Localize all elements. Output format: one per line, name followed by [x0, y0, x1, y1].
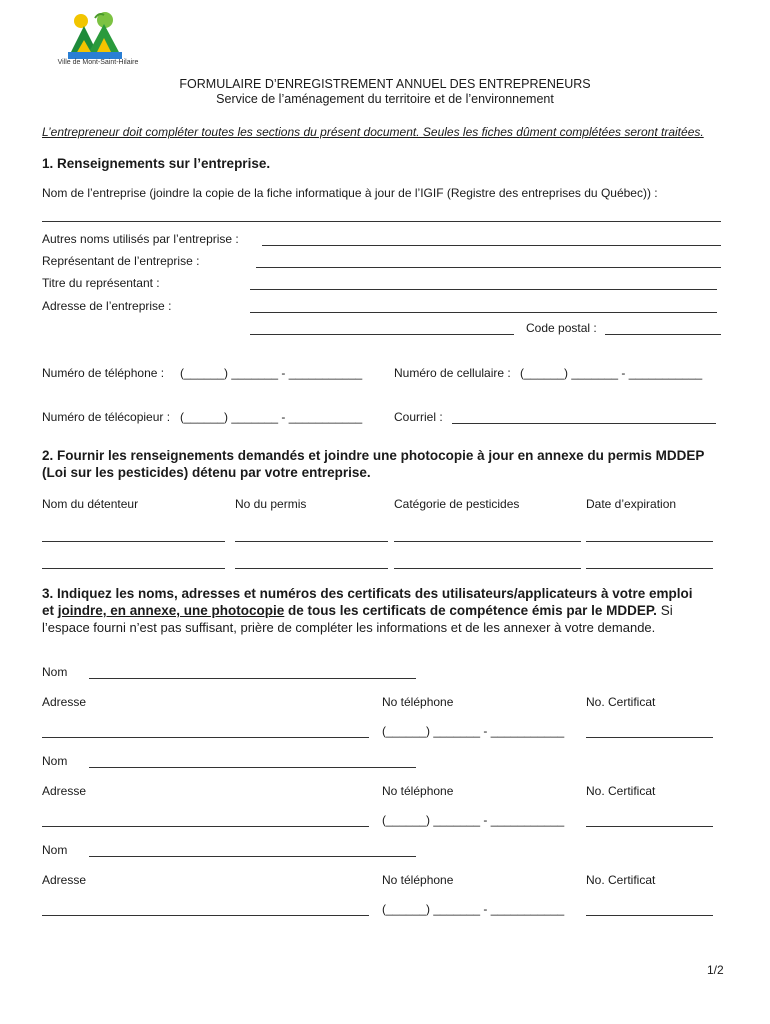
applicator1-cert-label: No. Certificat: [586, 695, 656, 709]
title-label: Titre du représentant :: [42, 276, 160, 290]
applicator1-name-field[interactable]: [89, 678, 416, 679]
permit-row2-number[interactable]: [235, 568, 388, 569]
address-field-line2[interactable]: [250, 334, 514, 335]
applicator2-name-field[interactable]: [89, 767, 416, 768]
applicator3-name-label: Nom: [42, 843, 68, 857]
permit-row1-number[interactable]: [235, 541, 388, 542]
cell-label: Numéro de cellulaire :: [394, 366, 511, 380]
applicator1-cert-field[interactable]: [586, 737, 713, 738]
city-logo-icon: [48, 12, 148, 64]
phone-label: Numéro de téléphone :: [42, 366, 165, 380]
permit-row2-expiration[interactable]: [586, 568, 713, 569]
fax-field[interactable]: (______) _______ - ___________: [180, 410, 363, 424]
applicator1-address-label: Adresse: [42, 695, 87, 709]
applicator3-cert-field[interactable]: [586, 915, 713, 916]
applicator1-address-field[interactable]: [42, 737, 369, 738]
applicator3-address-label: Adresse: [42, 873, 87, 887]
applicator1-phone-field[interactable]: (______) _______ - ___________: [382, 724, 565, 738]
title-field[interactable]: [250, 289, 717, 290]
city-logo: [48, 12, 148, 72]
col-expiration-date: Date d’expiration: [586, 497, 677, 511]
other-names-label: Autres noms utilisés par l’entreprise :: [42, 232, 239, 246]
col-permit-number: No du permis: [235, 497, 307, 511]
col-pesticide-category: Catégorie de pesticides: [394, 497, 520, 511]
applicator1-phone-label: No téléphone: [382, 695, 454, 709]
email-label: Courriel :: [394, 410, 443, 424]
applicator3-phone-field[interactable]: (______) _______ - ___________: [382, 902, 565, 916]
intro-notice: L’entrepreneur doit compléter toutes les sections du présent document. Seules les fiches dûment complétées seront traitées.: [42, 125, 704, 139]
logo-caption: Ville de Mont-Saint-Hilaire: [57, 59, 139, 66]
section2-heading-line1: 2. Fournir les renseignements demandés et joindre une photocopie à jour en annexe du permis MDDEP: [42, 448, 705, 463]
postal-code-field[interactable]: [605, 334, 721, 335]
applicator3-name-field[interactable]: [89, 856, 416, 857]
applicator2-cert-field[interactable]: [586, 826, 713, 827]
company-name-field[interactable]: [42, 221, 721, 222]
address-label: Adresse de l’entreprise :: [42, 299, 172, 313]
permit-row1-holder[interactable]: [42, 541, 225, 542]
permit-row1-category[interactable]: [394, 541, 581, 542]
applicator3-address-field[interactable]: [42, 915, 369, 916]
representative-field[interactable]: [256, 267, 721, 268]
applicator3-phone-label: No téléphone: [382, 873, 454, 887]
representative-label: Représentant de l’entreprise :: [42, 254, 200, 268]
applicator1-name-label: Nom: [42, 665, 68, 679]
section3-heading-line1: 3. Indiquez les noms, adresses et numéros des certificats des utilisateurs/applicateurs à votre emploi: [42, 586, 693, 601]
permit-row2-holder[interactable]: [42, 568, 225, 569]
applicator2-address-field[interactable]: [42, 826, 369, 827]
email-field[interactable]: [452, 423, 716, 424]
phone-field[interactable]: (______) _______ - ___________: [180, 366, 363, 380]
applicator2-cert-label: No. Certificat: [586, 784, 656, 798]
section3-line2-bold: de tous les certificats de compétence émis par le MDDEP.: [284, 603, 657, 618]
cell-field[interactable]: (______) _______ - ___________: [520, 366, 703, 380]
page-number: 1/2: [707, 963, 724, 977]
other-names-field[interactable]: [262, 245, 721, 246]
applicator2-name-label: Nom: [42, 754, 68, 768]
applicator3-cert-label: No. Certificat: [586, 873, 656, 887]
section3-heading-line2: [42, 603, 673, 618]
form-subtitle: Service de l’aménagement du territoire et de l’environnement: [216, 92, 554, 106]
section3-line2-normal: Si: [656, 603, 673, 618]
applicator2-address-label: Adresse: [42, 784, 87, 798]
col-holder-name: Nom du détenteur: [42, 497, 139, 511]
section3-line2-prefix: et: [42, 603, 58, 618]
applicator2-phone-label: No téléphone: [382, 784, 454, 798]
form-title: FORMULAIRE D’ENREGISTREMENT ANNUEL DES ENTREPRENEURS: [179, 77, 591, 91]
address-field-line1[interactable]: [250, 312, 717, 313]
permit-row2-category[interactable]: [394, 568, 581, 569]
section3-heading-line3: l’espace fourni n’est pas suffisant, prière de compléter les informations et de les annexer à votre demande.: [42, 620, 656, 635]
company-name-label: Nom de l’entreprise (joindre la copie de la fiche informatique à jour de l’IGIF (Registre des entreprises du Québec)) :: [42, 186, 658, 200]
postal-code-label: Code postal :: [526, 321, 597, 335]
section3-line2-underlined: joindre, en annexe, une photocopie: [57, 603, 285, 618]
fax-label: Numéro de télécopieur :: [42, 410, 171, 424]
section2-heading-line2: (Loi sur les pesticides) détenu par votre entreprise.: [42, 465, 371, 480]
section1-heading: 1. Renseignements sur l’entreprise.: [42, 156, 271, 171]
permit-row1-expiration[interactable]: [586, 541, 713, 542]
applicator2-phone-field[interactable]: (______) _______ - ___________: [382, 813, 565, 827]
